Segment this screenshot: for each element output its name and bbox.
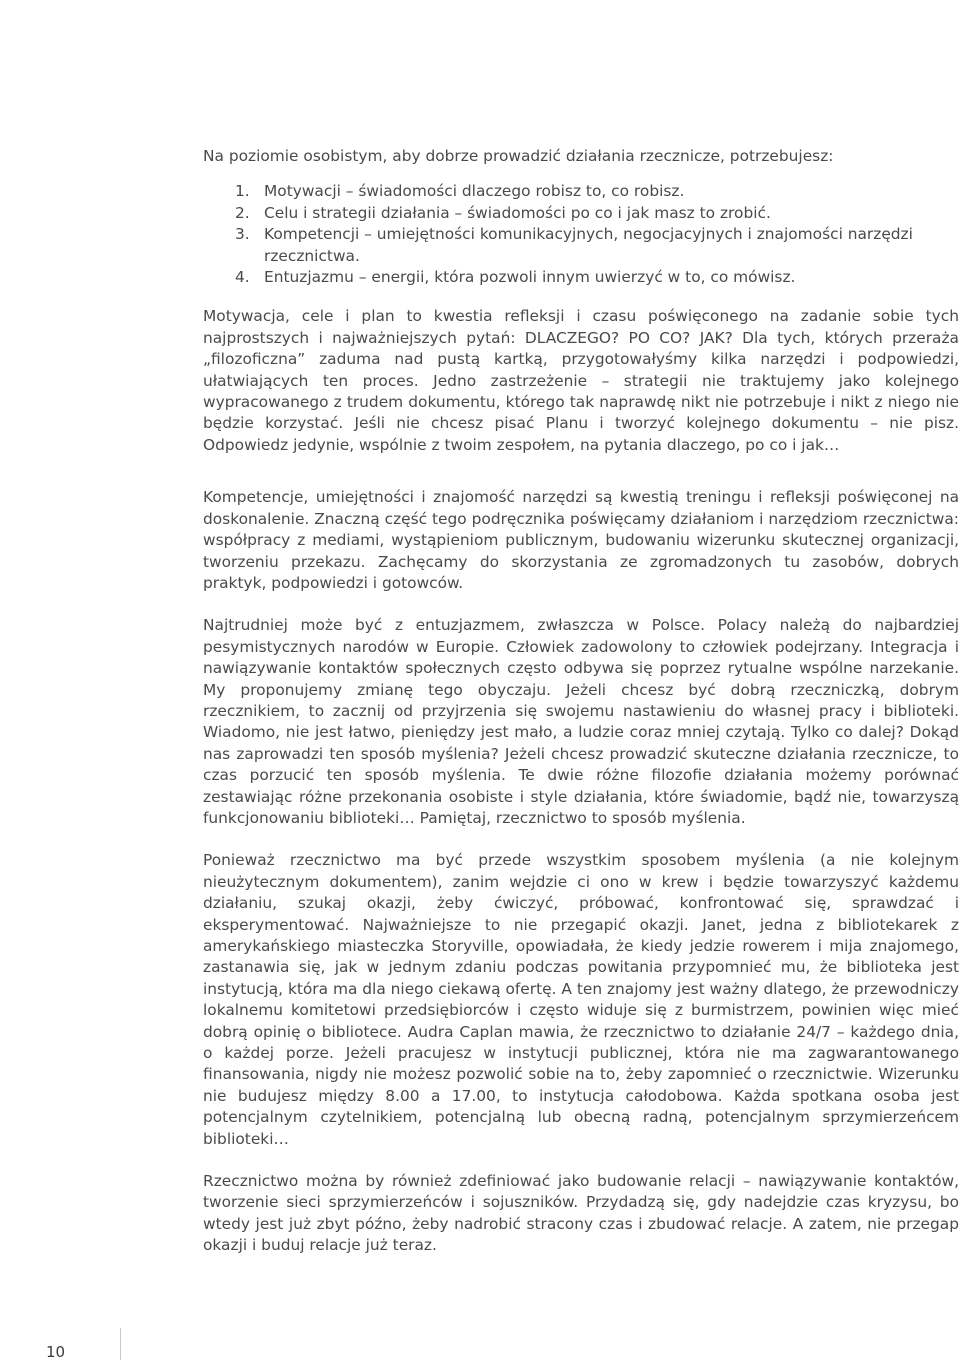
list-item [203, 267, 959, 288]
list-number: 3. [235, 225, 250, 244]
page-number: 10 [46, 1343, 66, 1361]
paragraph-way-of-thinking: Ponieważ rzecznictwo ma być przede wszystkim sposobem myślenia (a nie kolejnym nieużytecznym dokumentem), zanim wejdzie ci ono w krew i będzie towarzyszyć każdemu działaniu, szukaj okazji, żeby ćwiczyć, próbować, konfrontować się, sprawdzać i eksperymentować. Najważniejsze to nie przegapić okazji. Janet, jedna z bibliotekarek z amerykańskiego miasteczka Storyville, opowiadała, że kiedy jedzie rowerem i mija znajomego, zastanawia się, jak w jednym zdaniu podczas powitania przypomnieć mu, że biblioteka jest instytucją, która ma dla niego ciekawą ofertę. A ten znajomy jest ważny dlatego, że przewodniczy lokalnemu komitetowi przedsiębiorców i często widuje się z burmistrzem, powinien więc mieć dobrą opinię o bibliotece. Audra Caplan mawia, że rzecznictwo to działanie 24/7 – każdego dnia, o każdej porze. Jeżeli pracujesz w instytucji publicznej, która nie ma zagwarantowanego finansowania, nigdy nie możesz pozwolić sobie na to, żeby zapomnieć o rzecznictwie. Wizerunku nie budujesz między 8.00 a 17.00, to instytucja całodobowa. Każda spotkana osoba jest potencjalnym czytelnikiem, potencjalną lub obecną radną, potencjalnym sprzymierzeńcem biblioteki… [203, 851, 959, 1148]
paragraph-relationships: Rzecznictwo można by również zdefiniować jako budowanie relacji – nawiązywanie kontaktów, tworzenie sieci sprzymierzeńców i sojuszników. Przydadzą się, gdy nadejdzie czas kryzysu, bo wtedy jest już zbyt późno, żeby nadrobić stracony czas i zbudować relacje. A zatem, nie przegap okazji i buduj relacje już teraz. [203, 1172, 959, 1255]
list-number: 4. [235, 268, 250, 287]
paragraph-competences: Kompetencje, umiejętności i znajomość narzędzi są kwestią treningu i refleksji poświęconej na doskonalenie. Znaczną część tego podręcznika poświęcamy działaniom i narzędziom rzecznictwa: współpracy z mediami, wystąpieniom publicznym, budowaniu wizerunku skutecznej organizacji, tworzeniu przekazu. Zachęcamy do skorzystania ze zgromadzonych tu zasobów, dobrych praktyk, podpowiedzi i gotowców. [203, 488, 959, 592]
list-item-text: Kompetencji – umiejętności komunikacyjnych, negocjacyjnych i znajomości narzędzi rzecznictwa. [264, 225, 913, 265]
list-number: 1. [235, 182, 250, 201]
paragraph-motivation: Motywacja, cele i plan to kwestia refleksji i czasu poświęconego na zadanie sobie tych najprostszych i najważniejszych pytań: DLACZEGO? PO CO? JAK? Dla tych, których przeraża „filozoficzna” zaduma nad pustą kartką, przygotowałyśmy kilka narzędzi i podpowiedzi, ułatwiających ten proces. Jedno zastrzeżenie – strategii nie traktujemy jako kolejnego wypracowanego z trudem dokumentu, którego tak naprawdę nikt nie potrzebuje i nikt z niego nie będzie korzystać. Jeśli nie chcesz pisać Planu i tworzyć kolejnego dokumentu – nie pisz. Odpowiedz jedynie, wspólnie z twoim zespołem, na pytania dlaczego, po co i jak… [203, 307, 959, 454]
list-number: 2. [235, 203, 250, 222]
list-item [203, 203, 959, 224]
needs-list [203, 181, 959, 288]
list-item-text: Celu i strategii działania – świadomości po co i jak masz to zrobić. [264, 203, 771, 222]
document-body [203, 146, 959, 1257]
intro-text: Na poziomie osobistym, aby dobrze prowadzić działania rzecznicze, potrzebujesz: [203, 147, 834, 165]
list-item-text: Entuzjazmu – energii, która pozwoli innym uwierzyć w to, co mówisz. [264, 268, 796, 287]
list-item [203, 181, 959, 202]
margin-divider [120, 1328, 121, 1360]
list-item [203, 224, 959, 267]
paragraph-enthusiasm: Najtrudniej może być z entuzjazmem, zwłaszcza w Polsce. Polacy należą do najbardziej pesymistycznych narodów w Europie. Człowiek zadowolony to człowiek podejrzany. Integracja i nawiązywanie kontaktów społecznych często odbywa się poprzez rytualne wspólne narzekanie. My proponujemy zmianę tego obyczaju. Jeżeli chcesz być dobrą rzeczniczką, dobrym rzecznikiem, to zacznij od przyjrzenia się swojemu nastawieniu do własnej pracy i biblioteki. Wiadomo, nie jest łatwo, pieniędzy jest mało, a ludzie coraz mniej czytają. Tylko co dalej? Dokąd nas zaprowadzi ten sposób myślenia? Jeżeli chcesz prowadzić skuteczne działania rzecznicze, to czas porzucić ten sposób myślenia. Te dwie różne filozofie działania możemy porównać zestawiając różne przekonania osobiste i style działania, które świadomie, bądź nie, towarzyszą funkcjonowaniu biblioteki… Pamiętaj, rzecznictwo to sposób myślenia. [203, 616, 959, 827]
list-item-text: Motywacji – świadomości dlaczego robisz to, co robisz. [264, 182, 685, 201]
